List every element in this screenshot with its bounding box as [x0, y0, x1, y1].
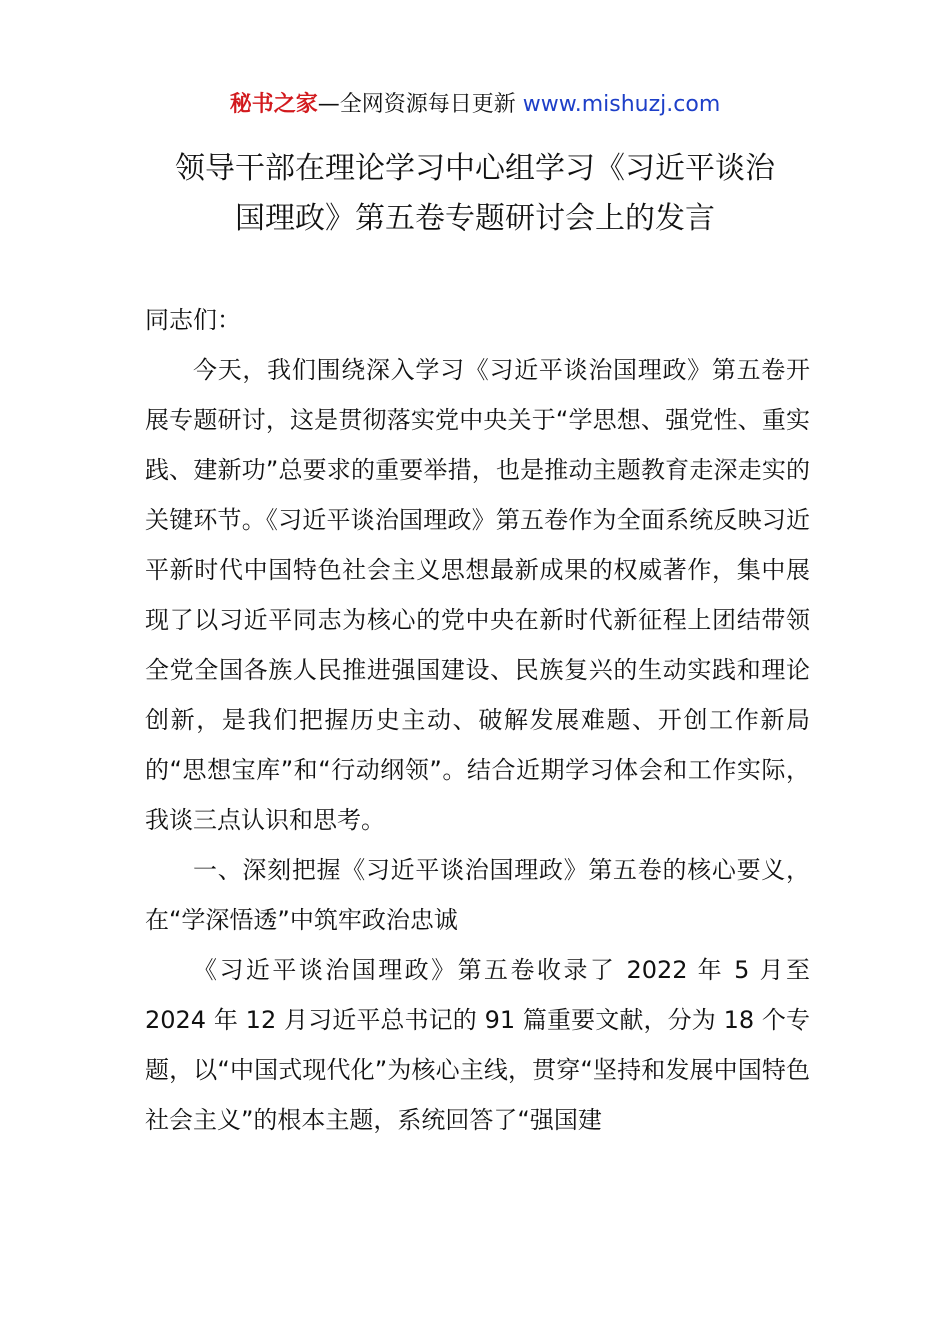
greeting: 同志们： — [145, 306, 241, 334]
intro-paragraph: 今天，我们围绕深入学习《习近平谈治国理政》第五卷开展专题研讨，这是贯彻落实党中央关于“学思想、强党性、重实践、建新功”总要求的重要举措，也是推动主题教育走深走实的关键环节。《习近平谈治国理政》第五卷作为全面系统反映习近平新时代中国特色社会主义思想最新成果的权威著作，集中展现了以习近平同志为核心的党中央在新时代新征程上团结带领全党全国各族人民推进强国建设、民族复兴的生动实践和理论创新，是我们把握历史主动、破解发展难题、开创工作新局的“思想宝库”和“行动纲领”。结合近期学习体会和工作实际，我谈三点认识和思考。 — [145, 356, 810, 834]
section-paragraph-1: 《习近平谈治国理政》第五卷收录了 2022 年 5 月至 2024 年 12 月习近平总书记的 91 篇重要文献，分为 18 个专题，以“中国式现代化”为核心主线，贯穿“坚持和发展中国特色社会主义”的根本主题，系统回答了“强国建 — [145, 956, 810, 1134]
title-line-2: 国理政》第五卷专题研讨会上的发言 — [235, 201, 715, 236]
title-line-1: 领导干部在理论学习中心组学习《习近平谈治 — [175, 151, 775, 186]
site-brand: 秘书之家 — [229, 92, 318, 117]
site-slogan: —全网资源每日更新 — [317, 92, 523, 117]
site-header — [0, 88, 950, 122]
document-title — [100, 144, 850, 244]
section-heading-1: 一、深刻把握《习近平谈治国理政》第五卷的核心要义，在“学深悟透”中筑牢政治忠诚 — [145, 856, 810, 934]
site-url-link[interactable]: www.mishuzj.com — [522, 92, 721, 117]
document-body — [145, 295, 810, 1145]
